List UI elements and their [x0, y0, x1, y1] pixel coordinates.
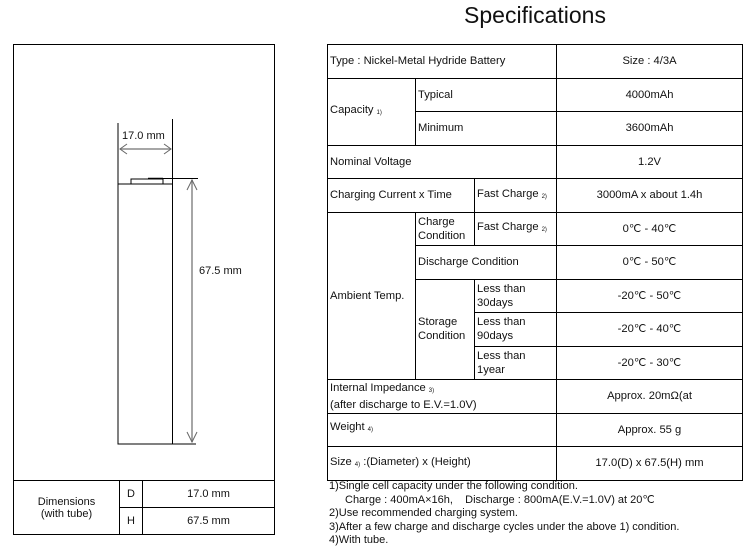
- specifications-table: [327, 44, 743, 481]
- size-label-rest: :(Diameter) x (Height): [363, 455, 471, 468]
- footnote-marker: 2): [541, 227, 547, 234]
- diameter-label: 17.0 mm: [122, 130, 165, 142]
- table-row: [328, 447, 743, 481]
- type-cell: Type : Nickel-Metal Hydride Battery: [328, 45, 557, 79]
- footnote-marker: 1): [376, 110, 382, 116]
- charging-sub-label-text: Fast Charge: [477, 187, 539, 200]
- storage-temp-value: -20℃ - 30℃: [557, 346, 743, 380]
- dimensions-label-line2: (with tube): [40, 507, 93, 520]
- impedance-label: [328, 380, 557, 414]
- storage-period-line1: Less than: [477, 282, 526, 295]
- footnote-marker: 2): [541, 193, 547, 200]
- charge-fast-label: [475, 212, 557, 246]
- storage-period-label: [475, 346, 557, 380]
- dimension-value-h: 67.5 mm: [143, 508, 275, 535]
- footnotes: [329, 480, 679, 548]
- capacity-minimum-value: 3600mAh: [557, 112, 743, 146]
- weight-label: [328, 413, 557, 447]
- footnote-4: 4)With tube.: [329, 534, 389, 547]
- dimensions-label-line1: Dimensions: [37, 495, 96, 508]
- page-title: Specifications: [464, 2, 606, 28]
- storage-period-line2: 1year: [477, 363, 505, 376]
- table-row: [328, 145, 743, 179]
- weight-value: Approx. 55 g: [557, 413, 743, 447]
- capacity-minimum-label: Minimum: [416, 112, 557, 146]
- footnote-marker: 4): [354, 461, 361, 468]
- height-label: 67.5 mm: [199, 265, 242, 277]
- storage-condition-line2: Condition: [418, 330, 466, 343]
- storage-period-label: [475, 279, 557, 313]
- table-row: [328, 179, 743, 213]
- table-row: [328, 380, 743, 414]
- capacity-typical-value: 4000mAh: [557, 78, 743, 112]
- footnote-marker: 4): [367, 426, 373, 433]
- storage-temp-value: -20℃ - 40℃: [557, 313, 743, 347]
- dimension-key-h: H: [120, 508, 143, 535]
- impedance-label-line2: (after discharge to E.V.=1.0V): [330, 398, 477, 411]
- ambient-temp-label: Ambient Temp.: [328, 212, 416, 380]
- footnote-1: 1)Single cell capacity under the following condition.: [329, 480, 578, 492]
- battery-drawing-panel: [13, 44, 275, 481]
- charging-value: 3000mA x about 1.4h: [557, 179, 743, 213]
- dimensions-label: [14, 481, 120, 535]
- charge-condition-label: [416, 212, 475, 246]
- capacity-typical-label: Typical: [416, 78, 557, 112]
- storage-temp-value: -20℃ - 50℃: [557, 279, 743, 313]
- size-label: [328, 447, 557, 481]
- size-cell: Size : 4/3A: [557, 45, 743, 79]
- discharge-temp-value: 0℃ - 50℃: [557, 246, 743, 280]
- footnote-1-detail: Charge : 400mA×16h, Discharge : 800mA(E.V.=1.0V) at 20℃: [345, 493, 655, 506]
- storage-condition-line1: Storage: [418, 316, 458, 329]
- capacity-label: [328, 78, 416, 145]
- size-label-text: Size: [330, 455, 352, 468]
- charge-condition-line2: Condition: [418, 229, 466, 242]
- weight-label-text: Weight: [330, 420, 365, 433]
- nominal-voltage-label: Nominal Voltage: [328, 145, 557, 179]
- discharge-condition-label: Discharge Condition: [416, 246, 557, 280]
- storage-period-line2: 30days: [477, 296, 514, 309]
- dimension-key-d: D: [120, 481, 143, 508]
- size-value: 17.0(D) x 67.5(H) mm: [557, 447, 743, 481]
- charge-fast-label-text: Fast Charge: [477, 221, 539, 234]
- storage-period-line1: Less than: [477, 316, 526, 329]
- footnote-2: 2)Use recommended charging system.: [329, 507, 518, 520]
- table-row: [328, 212, 743, 246]
- dimensions-table: [13, 480, 275, 535]
- impedance-value: Approx. 20mΩ(at: [557, 380, 743, 414]
- footnote-marker: 3): [428, 387, 435, 394]
- table-row: [328, 78, 743, 112]
- storage-period-line2: 90days: [477, 330, 514, 343]
- table-row: [328, 413, 743, 447]
- storage-period-line1: Less than: [477, 349, 526, 362]
- footnote-3: 3)After a few charge and discharge cycles under the above 1) condition.: [329, 520, 680, 533]
- dimension-value-d: 17.0 mm: [143, 481, 275, 508]
- impedance-label-line1: Internal Impedance: [330, 381, 426, 394]
- capacity-label-text: Capacity: [330, 104, 374, 116]
- charge-temp-value: 0℃ - 40℃: [557, 212, 743, 246]
- charge-condition-line1: Charge: [418, 215, 455, 228]
- storage-condition-label: [416, 279, 475, 380]
- storage-period-label: [475, 313, 557, 347]
- nominal-voltage-value: 1.2V: [557, 145, 743, 179]
- charging-sub-label: [475, 179, 557, 213]
- table-row: [328, 45, 743, 79]
- charging-label: Charging Current x Time: [328, 179, 475, 213]
